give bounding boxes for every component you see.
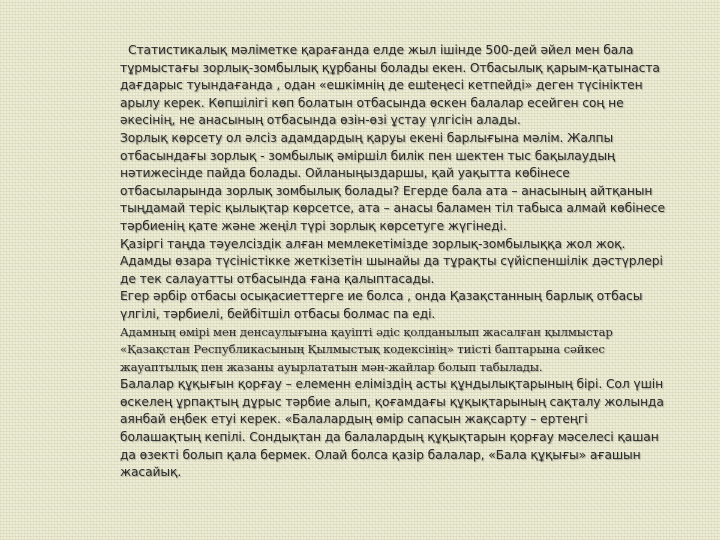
- paragraph-text: Егер әрбір отбасы осықасиеттерге ие болса , онда Қазақстанның барлық отбасы үлгілі, тәрбиелі, бейбітшіл отбасы болмас па еді.: [120, 289, 643, 321]
- paragraph-model-family: [120, 288, 672, 323]
- paragraph-violence-definition: [120, 130, 672, 236]
- paragraph-text: Зорлық көрсету ол әлсіз адамдардың қаруы екені барлығына мәлім. Жалпы отбасындағы зорлық - зомбылық әміршіл билік пен шектен тыс бақылаудың нәтижесінде пайда болады. Ойланыңыздаршы, қай уақытта көбінесе отбасыларында зорлық зомбылық болады? Егерде бала ата – анасының айтқанын тыңдамай теріс қылықтар көрсетсе, ата – анасы баламен тіл табыса алмай көбінесе тәрбиенің қате және жеңіл түрі зорлық көрсетуге жүгінеді.: [120, 130, 665, 233]
- paragraph-text: Адамның өмірі мен денсаулығына қауіпті әдіс қолданылып жасалған қылмыстар «Қазақстан Республикасының Қылмыстық кодексінің» тиісті баптарына сәйкес жауаптылық пен жазаны ауырлататын мән-жайлар болып табылады.: [120, 324, 613, 374]
- paragraph-statistics: [120, 42, 672, 130]
- paragraph-independence: [120, 236, 672, 289]
- paragraph-text: Статистикалық мәліметке қарағанда елде жыл ішінде 500-дей әйел мен бала тұрмыстағы зорлық-зомбылық құрбаны болады екен. Отбасылық қарым-қатынаста дағдарыс туындағанда , одан «ешкімнің де ешteңесі кетпейді» деген түсініктен арылу керек. Көпшілігі көп болатын отбасында өскен балалар есейген соң не әкесінің, не анасының отбасында өзін-өзі ұстау үлгісін алады.: [120, 43, 660, 128]
- paragraph-child-rights: [120, 376, 672, 482]
- paragraph-text: Балалар құқығын қорғау – елеменн еліміздің асты құндылықтарының бірі. Сол үшін өскелең ұрпақтың дұрыс тәрбие алып, қоғамдағы құқықтарының сақталу жолында аянбай еңбек етуі керек. «Балалардың өмір сапасын жақсарту – ертеңгі болашақтың кепілі. Сондықтан да балалардың құқықтарын қорғау мәселесі қашан да өзекті болып қала бермек. Олай болса қазір балалар, «Бала құқығы» ағашын жасайық.: [120, 377, 664, 480]
- body-text: [120, 42, 672, 482]
- paragraph-text: Қазіргі таңда тәуелсіздік алған мемлекетімізде зорлық-зомбылыққа жол жоқ. Адамды өзара түсіністікке жеткізетін шынайы да тұрақты сүйіспеншілік дәстүрлері де тек салауатты отбасында ғана қалыптасады.: [120, 236, 663, 286]
- paragraph-criminal-code: [120, 324, 672, 377]
